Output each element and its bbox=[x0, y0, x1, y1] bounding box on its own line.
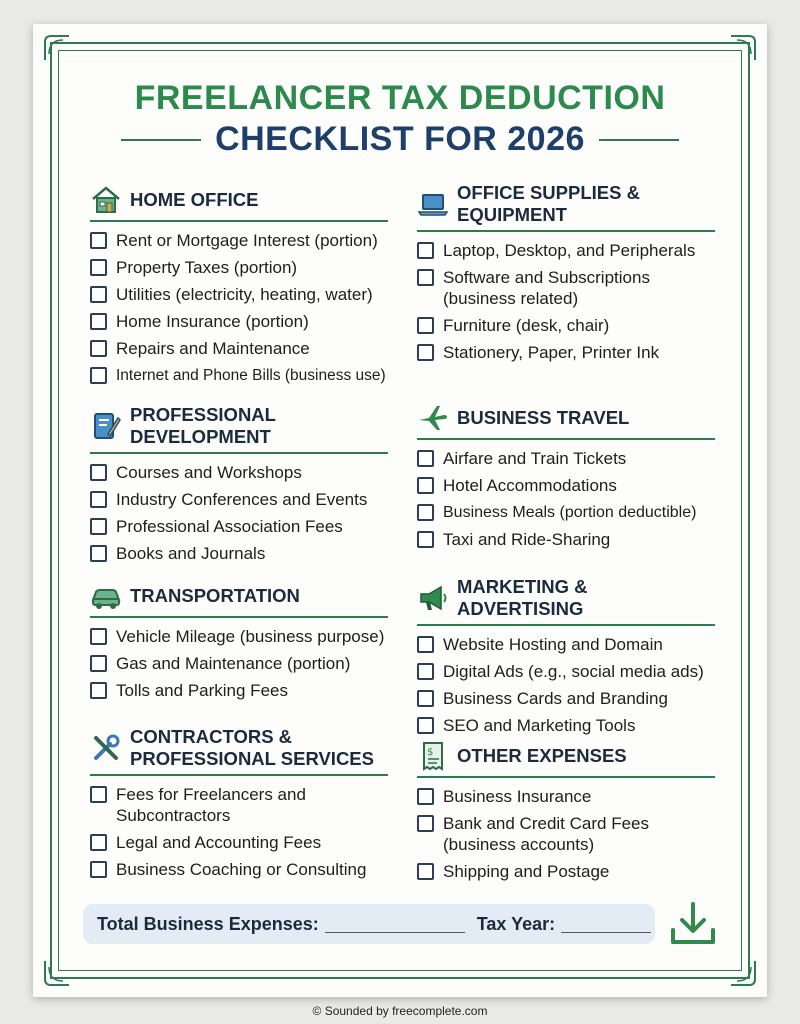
title-row bbox=[33, 120, 767, 159]
section-title: BUSINESS TRAVEL bbox=[457, 407, 630, 428]
list-item[interactable]: Software and Subscriptions (business related) bbox=[417, 267, 715, 309]
list-item[interactable]: Legal and Accounting Fees bbox=[90, 832, 388, 853]
checklist bbox=[90, 230, 388, 386]
checkbox[interactable] bbox=[90, 367, 107, 384]
section-office-supplies bbox=[417, 182, 715, 369]
list-item[interactable]: Hotel Accommodations bbox=[417, 475, 715, 496]
checkbox[interactable] bbox=[90, 340, 107, 357]
checkbox[interactable] bbox=[417, 690, 434, 707]
section-transportation bbox=[90, 580, 388, 707]
checkbox[interactable] bbox=[90, 655, 107, 672]
checkbox[interactable] bbox=[90, 545, 107, 562]
checklist-page bbox=[33, 24, 767, 997]
book-pencil-icon bbox=[90, 410, 122, 442]
checkbox[interactable] bbox=[90, 286, 107, 303]
list-item[interactable]: Books and Journals bbox=[90, 543, 388, 564]
checklist bbox=[417, 240, 715, 363]
title-line-1: FREELANCER TAX DEDUCTION bbox=[134, 79, 666, 117]
section-title: HOME OFFICE bbox=[130, 189, 259, 210]
checkbox[interactable] bbox=[417, 815, 434, 832]
title-line-2: CHECKLIST FOR 2026 bbox=[215, 120, 585, 158]
checkbox[interactable] bbox=[417, 477, 434, 494]
list-item[interactable]: Property Taxes (portion) bbox=[90, 257, 388, 278]
airplane-icon bbox=[417, 402, 449, 434]
section-title: OFFICE SUPPLIES & EQUIPMENT bbox=[457, 182, 640, 225]
list-item[interactable]: Business Meals (portion deductible) bbox=[417, 502, 715, 523]
car-icon bbox=[90, 580, 122, 612]
tools-icon bbox=[90, 732, 122, 764]
checkbox[interactable] bbox=[90, 259, 107, 276]
section-header bbox=[417, 182, 715, 232]
checklist bbox=[417, 786, 715, 882]
checklist bbox=[417, 448, 715, 550]
checkbox[interactable] bbox=[417, 531, 434, 548]
list-item[interactable]: Internet and Phone Bills (business use) bbox=[90, 365, 388, 386]
list-item[interactable]: Vehicle Mileage (business purpose) bbox=[90, 626, 388, 647]
section-home-office bbox=[90, 184, 388, 392]
list-item[interactable]: Digital Ads (e.g., social media ads) bbox=[417, 661, 715, 682]
section-header bbox=[90, 404, 388, 454]
total-field[interactable] bbox=[325, 915, 465, 933]
list-item[interactable]: Utilities (electricity, heating, water) bbox=[90, 284, 388, 305]
checkbox[interactable] bbox=[90, 491, 107, 508]
section-header bbox=[90, 184, 388, 222]
totals-bar bbox=[83, 904, 655, 944]
checkbox[interactable] bbox=[90, 313, 107, 330]
footer-credit: © Sounded by freecomplete.com bbox=[312, 1004, 488, 1018]
checkbox[interactable] bbox=[90, 682, 107, 699]
list-item[interactable]: Stationery, Paper, Printer Ink bbox=[417, 342, 715, 363]
section-contractors bbox=[90, 726, 388, 886]
section-other-expenses bbox=[417, 740, 715, 888]
checkbox[interactable] bbox=[417, 636, 434, 653]
section-business-travel bbox=[417, 402, 715, 556]
corner-ornament-icon bbox=[43, 959, 71, 987]
checklist bbox=[90, 626, 388, 701]
section-header bbox=[417, 576, 715, 626]
list-item[interactable]: Taxi and Ride-Sharing bbox=[417, 529, 715, 550]
list-item[interactable]: Repairs and Maintenance bbox=[90, 338, 388, 359]
house-icon bbox=[90, 184, 122, 216]
checkbox[interactable] bbox=[90, 861, 107, 878]
checkbox[interactable] bbox=[417, 663, 434, 680]
checkbox[interactable] bbox=[90, 232, 107, 249]
corner-ornament-icon bbox=[43, 34, 71, 62]
checklist bbox=[417, 634, 715, 736]
checkbox[interactable] bbox=[90, 628, 107, 645]
section-professional-development bbox=[90, 404, 388, 570]
svg-text:$: $ bbox=[427, 747, 434, 758]
checkbox[interactable] bbox=[90, 834, 107, 851]
tax-year-field[interactable] bbox=[561, 915, 651, 933]
checkbox[interactable] bbox=[417, 269, 434, 286]
checklist bbox=[90, 784, 388, 880]
section-header bbox=[90, 726, 388, 776]
checkbox[interactable] bbox=[417, 788, 434, 805]
download-icon[interactable] bbox=[665, 896, 721, 952]
checkbox[interactable] bbox=[417, 317, 434, 334]
total-label: Total Business Expenses: bbox=[97, 913, 319, 934]
list-item[interactable]: Shipping and Postage bbox=[417, 861, 715, 882]
checkbox[interactable] bbox=[417, 344, 434, 361]
checkbox[interactable] bbox=[417, 717, 434, 734]
section-title: TRANSPORTATION bbox=[130, 585, 300, 606]
list-item[interactable]: Courses and Workshops bbox=[90, 462, 388, 483]
list-item[interactable]: Furniture (desk, chair) bbox=[417, 315, 715, 336]
list-item[interactable]: Industry Conferences and Events bbox=[90, 489, 388, 510]
checkbox[interactable] bbox=[417, 504, 434, 521]
checkbox[interactable] bbox=[417, 863, 434, 880]
list-item[interactable]: Airfare and Train Tickets bbox=[417, 448, 715, 469]
checklist bbox=[90, 462, 388, 564]
section-title: CONTRACTORS & PROFESSIONAL SERVICES bbox=[130, 726, 374, 769]
list-item[interactable]: Home Insurance (portion) bbox=[90, 311, 388, 332]
checkbox[interactable] bbox=[90, 518, 107, 535]
list-item[interactable]: Business Insurance bbox=[417, 786, 715, 807]
list-item[interactable]: Business Cards and Branding bbox=[417, 688, 715, 709]
section-title: MARKETING & ADVERTISING bbox=[457, 576, 588, 619]
checkbox[interactable] bbox=[417, 450, 434, 467]
section-title: PROFESSIONAL DEVELOPMENT bbox=[130, 404, 276, 447]
title-rule bbox=[121, 139, 201, 141]
section-header bbox=[417, 402, 715, 440]
title-rule bbox=[599, 139, 679, 141]
checkbox[interactable] bbox=[90, 464, 107, 481]
section-header bbox=[417, 740, 715, 778]
list-item[interactable]: Tolls and Parking Fees bbox=[90, 680, 388, 701]
section-title: OTHER EXPENSES bbox=[457, 745, 627, 766]
list-item[interactable]: Business Coaching or Consulting bbox=[90, 859, 388, 880]
tax-year-label: Tax Year: bbox=[476, 913, 556, 934]
section-header bbox=[90, 580, 388, 618]
list-item[interactable]: Laptop, Desktop, and Peripherals bbox=[417, 240, 715, 261]
list-item[interactable]: SEO and Marketing Tools bbox=[417, 715, 715, 736]
list-item[interactable]: Rent or Mortgage Interest (portion) bbox=[90, 230, 388, 251]
checkbox[interactable] bbox=[417, 242, 434, 259]
list-item[interactable]: Gas and Maintenance (portion) bbox=[90, 653, 388, 674]
list-item[interactable]: Professional Association Fees bbox=[90, 516, 388, 537]
checkbox[interactable] bbox=[90, 786, 107, 803]
list-item[interactable]: Bank and Credit Card Fees (business accounts) bbox=[417, 813, 715, 855]
corner-ornament-icon bbox=[729, 959, 757, 987]
list-item[interactable]: Fees for Freelancers and Subcontractors bbox=[90, 784, 388, 826]
section-marketing bbox=[417, 576, 715, 742]
laptop-icon bbox=[417, 188, 449, 220]
receipt-icon bbox=[417, 740, 449, 772]
list-item[interactable]: Website Hosting and Domain bbox=[417, 634, 715, 655]
corner-ornament-icon bbox=[729, 34, 757, 62]
megaphone-icon bbox=[417, 582, 449, 614]
